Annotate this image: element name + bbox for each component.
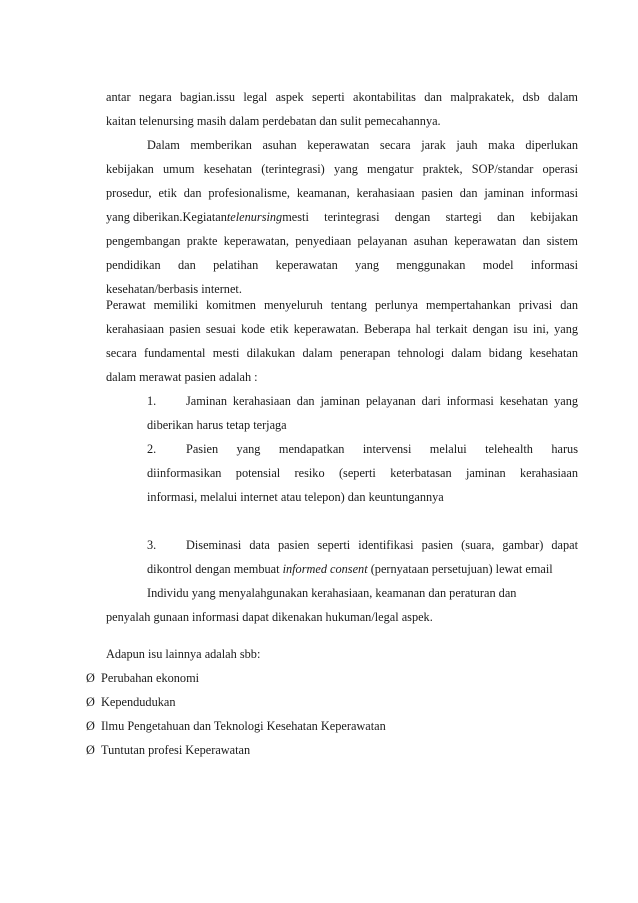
- list-number: 3.: [147, 538, 157, 552]
- paragraph-line: Dalam memberikan asuhan keperawatan secara jarak jauh maka diperlukan: [147, 138, 578, 152]
- paragraph-line: pengembangan prakte keperawatan, penyediaan pelayanan asuhan keperawatan dan sistem: [106, 234, 578, 248]
- list-number: 1.: [147, 394, 157, 408]
- bullet-text: Kependudukan: [101, 695, 176, 709]
- text-run: yang diberikan.Kegiatan: [106, 210, 227, 224]
- bullet-text: Ilmu Pengetahuan dan Teknologi Kesehatan Keperawatan: [101, 719, 386, 733]
- bullet-symbol: Ø: [86, 695, 95, 709]
- bullet-text: Perubahan ekonomi: [101, 671, 200, 685]
- list-item-line: Diseminasi data pasien seperti identifikasi pasien (suara, gambar) dapat: [186, 538, 578, 552]
- text-run: dikontrol dengan membuat: [147, 562, 283, 576]
- list-item-line: [147, 561, 553, 577]
- italic-term: telenursing: [226, 210, 283, 224]
- paragraph-line: [106, 209, 578, 225]
- paragraph-line: secara fundamental mesti dilakukan dalam penerapan tehnologi dalam bidang kesehatan: [106, 346, 578, 360]
- paragraph-line: pendidikan dan pelatihan keperawatan yang menggunakan model informasi: [106, 258, 578, 272]
- paragraph-line: penyalah gunaan informasi dapat dikenakan hukuman/legal aspek.: [106, 610, 433, 624]
- list-item-line: informasi, melalui internet atau telepon) dan keuntungannya: [147, 490, 444, 504]
- list-item-line: Jaminan kerahasiaan dan jaminan pelayanan dari informasi kesehatan yang: [186, 394, 578, 408]
- paragraph-line: kaitan telenursing masih dalam perdebatan dan sulit pemecahannya.: [106, 114, 441, 128]
- text-run: mesti terintegrasi dengan startegi dan kebijakan: [282, 210, 578, 224]
- paragraph-line: kebijakan umum kesehatan (terintegrasi) yang mengatur praktek, SOP/standar operasi: [106, 162, 578, 176]
- paragraph-line: kesehatan/berbasis internet.: [106, 282, 242, 296]
- paragraph-line: Perawat memiliki komitmen menyeluruh tentang perlunya mempertahankan privasi dan: [106, 298, 578, 312]
- bullet-symbol: Ø: [86, 719, 95, 733]
- bullet-item: [86, 694, 176, 710]
- bullet-symbol: Ø: [86, 671, 95, 685]
- list-item-line: diberikan harus tetap terjaga: [147, 418, 287, 432]
- paragraph-line: antar negara bagian.issu legal aspek seperti akontabilitas dan malprakatek, dsb dalam: [106, 90, 578, 104]
- bullet-symbol: Ø: [86, 743, 95, 757]
- paragraph-line: Individu yang menyalahgunakan kerahasiaan, keamanan dan peraturan dan: [147, 586, 517, 600]
- list-item-line: diinformasikan potensial resiko (seperti keterbatasan jaminan kerahasiaan: [147, 466, 578, 480]
- text-run: (pernyataan persetujuan) lewat email: [367, 562, 553, 576]
- paragraph-line: Adapun isu lainnya adalah sbb:: [106, 647, 261, 661]
- list-item-line: Pasien yang mendapatkan intervensi melalui telehealth harus: [186, 442, 578, 456]
- italic-term: informed consent: [282, 562, 368, 576]
- bullet-item: [86, 670, 199, 686]
- bullet-item: [86, 742, 250, 758]
- paragraph-line: prosedur, etik dan profesionalisme, keamanan, kerahasiaan pasien dan jaminan informasi: [106, 186, 578, 200]
- bullet-text: Tuntutan profesi Keperawatan: [101, 743, 251, 757]
- paragraph-line: dalam merawat pasien adalah :: [106, 370, 258, 384]
- bullet-item: [86, 718, 386, 734]
- paragraph-line: kerahasiaan pasien sesuai kode etik keperawatan. Beberapa hal terkait dengan isu ini, yang: [106, 322, 578, 336]
- list-number: 2.: [147, 442, 157, 456]
